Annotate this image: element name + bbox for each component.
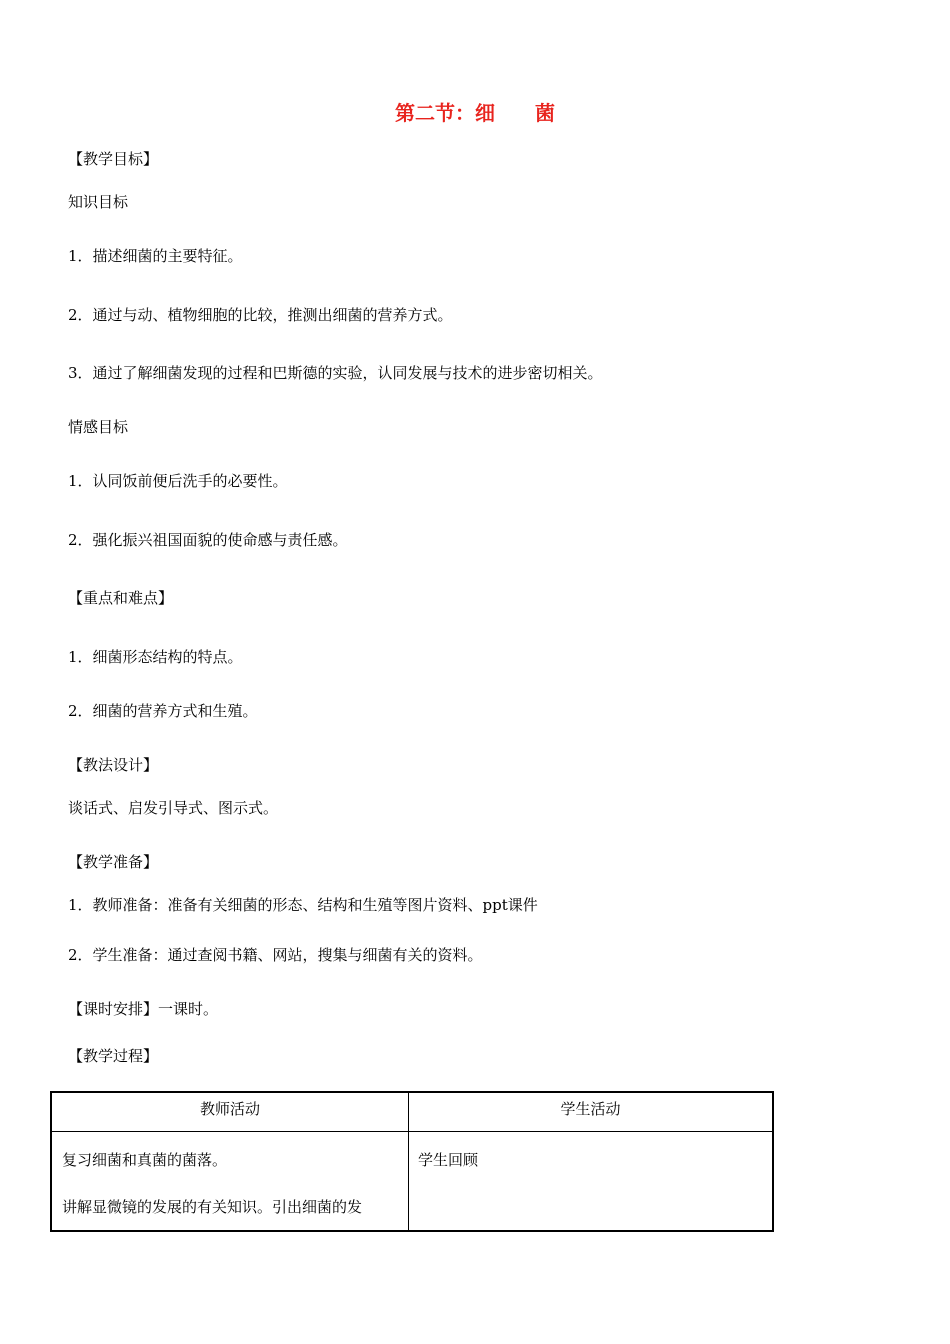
key-point-2: 2．细菌的营养方式和生殖。 (68, 702, 258, 720)
section-heading-key-points: 【重点和难点】 (68, 589, 174, 607)
teaching-process-table (50, 1091, 774, 1232)
table-header-student: 学生活动 (560, 1100, 621, 1118)
knowledge-goal-2: 2．通过与动、植物细胞的比较，推测出细菌的营养方式。 (68, 306, 453, 324)
preparation-student: 2．学生准备：通过查阅书籍、网站，搜集与细菌有关的资料。 (68, 946, 483, 964)
table-header-divider (52, 1131, 772, 1132)
preparation-teacher: 1．教师准备：准备有关细菌的形态、结构和生殖等图片资料、ppt课件 (68, 896, 538, 914)
teacher-cell-line-1: 复习细菌和真菌的菌落。 (62, 1151, 228, 1169)
section-heading-schedule: 【课时安排】一课时。 (68, 1000, 219, 1018)
knowledge-goal-3: 3．通过了解细菌发现的过程和巴斯德的实验，认同发展与技术的进步密切相关。 (68, 364, 603, 382)
page-title: 第二节：细 菌 (395, 101, 555, 125)
student-cell-line-1: 学生回顾 (418, 1151, 479, 1169)
emotional-goal-2: 2．强化振兴祖国面貌的使命感与责任感。 (68, 531, 348, 549)
table-header-teacher: 教师活动 (199, 1100, 260, 1118)
section-heading-preparation: 【教学准备】 (68, 853, 159, 871)
section-heading-method: 【教法设计】 (68, 756, 159, 774)
knowledge-goal-1: 1．描述细菌的主要特征。 (68, 247, 243, 265)
teacher-cell-line-2: 讲解显微镜的发展的有关知识。引出细菌的发 (62, 1198, 363, 1216)
subheading-emotional-goals: 情感目标 (68, 418, 129, 436)
key-point-1: 1．细菌形态结构的特点。 (68, 648, 243, 666)
emotional-goal-1: 1．认同饭前便后洗手的必要性。 (68, 472, 288, 490)
section-heading-teaching-goals: 【教学目标】 (68, 150, 159, 168)
section-heading-process: 【教学过程】 (68, 1047, 159, 1065)
subheading-knowledge-goals: 知识目标 (68, 193, 129, 211)
method-text: 谈话式、启发引导式、图示式。 (68, 799, 279, 817)
